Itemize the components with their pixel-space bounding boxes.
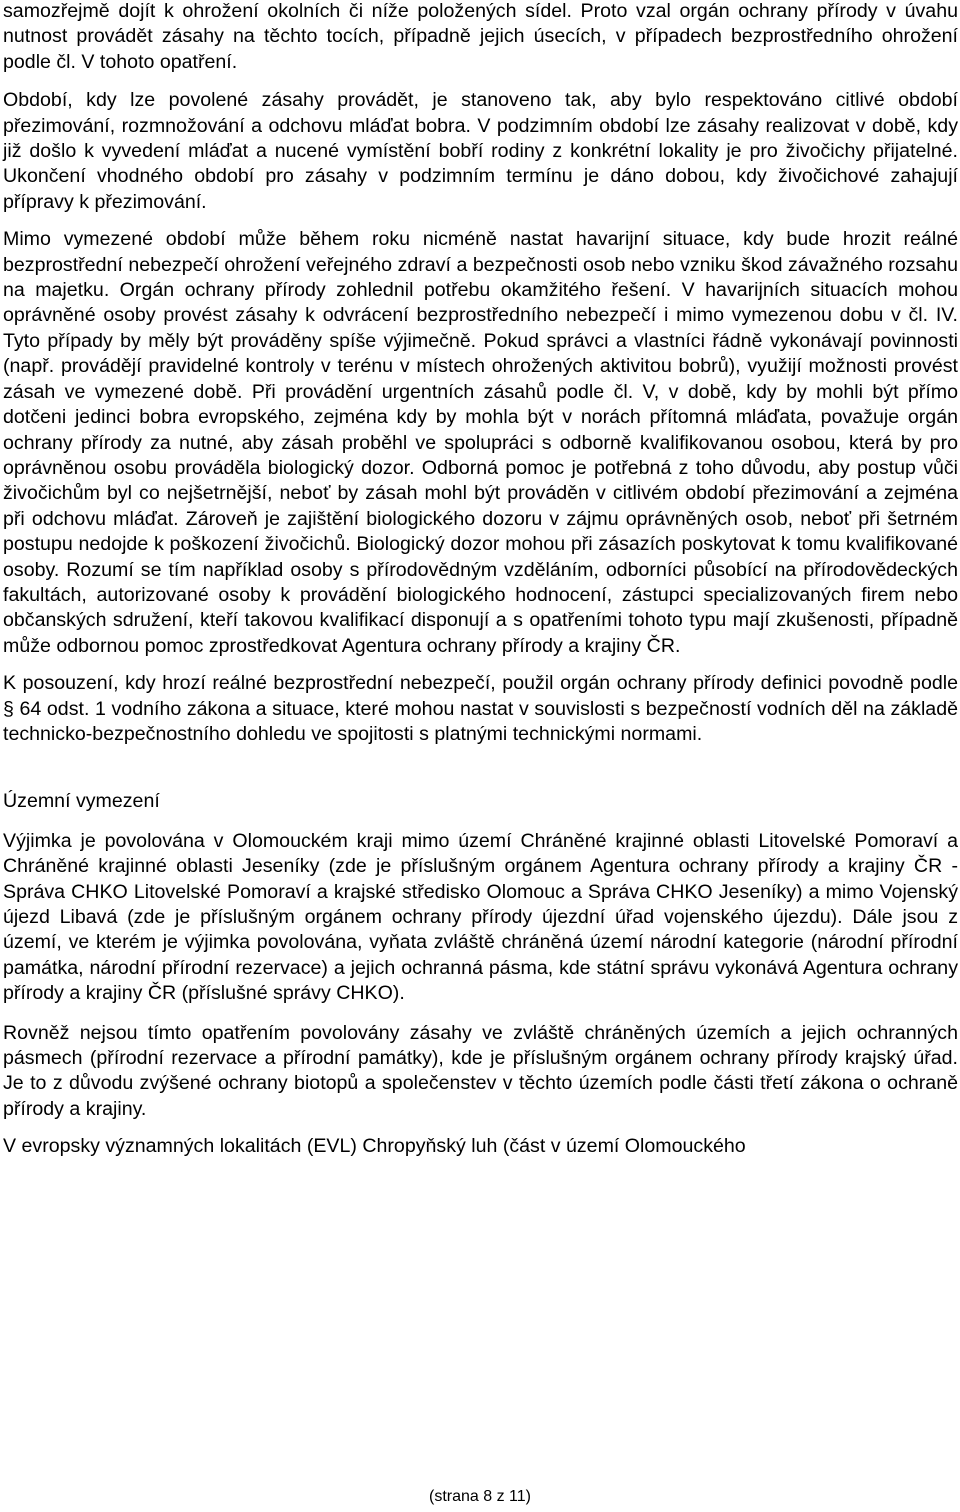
page-number-footer: (strana 8 z 11): [429, 1488, 531, 1505]
section-paragraph: Rovněž nejsou tímto opatřením povolovány zásahy ve zvláště chráněných územích a jejich ochranných pásmech (přírodní rezervace a přírodní památky), kde je příslušným orgánem ochrany přírody krajský úřad. Je to z důvodu zvýšené ochrany biotopů a společenstev v těchto územích podle části třetí zákona o ochraně přírody a krajiny.: [3, 1021, 958, 1120]
section-paragraph: Výjimka je povolována v Olomouckém kraji mimo území Chráněné krajinné oblasti Litovelské Pomoraví a Chráněné krajinné oblasti Jeseníky (zde je příslušným orgánem Agentura ochrany přírody a krajiny ČR - Správa CHKO Litovelské Pomoraví a krajské středisko Olomouc a Správa CHKO Jeseníky) a mimo Vojenský újezd Libavá (zde je příslušným orgánem ochrany přírody újezdní úřad vojenského újezdu). Dále jsou z území, ve kterém je výjimka povolována, vyňata zvláště chráněná území národní kategorie (národní přírodní památka, národní přírodní rezervace) a jejich ochranná pásma, kde státní správu vykonává Agentura ochrany přírody a krajiny ČR (příslušné správy CHKO).: [3, 829, 958, 1005]
section-paragraph: V evropsky významných lokalitách (EVL) Chropyňský luh (část v území Olomouckého: [3, 1135, 746, 1158]
body-paragraph: samozřejmě dojít k ohrožení okolních či níže položených sídel. Proto vzal orgán ochrany přírody v úvahu nutnost provádět zásahy na těchto tocích, případně jejich úsecích, v případech bezprostředního ohrožení podle čl. V tohoto opatření.: [3, 0, 958, 73]
body-paragraph: Mimo vymezené období může během roku nicméně nastat havarijní situace, kdy bude hrozit reálné bezprostřední nebezpečí ohrožení veřejného zdraví a bezpečnosti osob nebo vzniku škod závažného rozsahu na majetku. Orgán ochrany přírody zohlednil potřebu okamžitého řešení. V havarijních situacích mohou oprávněné osoby provést zásahy k odvrácení bezprostředního nebezpečí i mimo vymezenou dobu v čl. IV. Tyto případy by měly být prováděny spíše výjimečně. Pokud správci a vlastníci řádně vykonávají povinnosti (např. provádějí pravidelné kontroly v terénu v místech ohrožených aktivitou bobrů), využijí možnosti provést zásah ve vymezené době. Při provádění urgentních zásahů podle čl. V, v době, kdy by mohli být přímo dotčeni jedinci bobra evropského, zejména kdy by mohla být v norách přítomná mláďata, považuje orgán ochrany přírody za nutné, aby zásah proběhl ve spolupráci s odborně kvalifikovanou osobou, která by pro oprávněnou osobu prováděla biologický dozor. Odborná pomoc je potřebná z toho důvodu, aby postup vůči živočichům byl co nejšetrnější, neboť by zásah mohl být prováděn v citlivém období přezimování a zejména při odchovu mláďat. Zároveň je zajištění biologického dozoru v zájmu oprávněných osob, neboť při šetrném postupu nedojde k poškození živočichů. Biologický dozor mohou při zásazích poskytovat k tomu kvalifikované osoby. Rozumí se tím například osoby s přírodovědným vzděláním, odborníci působící na přírodovědeckých fakultách, autorizované osoby k provádění biologického hodnocení, zástupci specializovaných firem nebo občanských sdružení, kteří takovou kvalifikací disponují a s opatřeními tohoto typu mají zkušenosti, případně může odbornou pomoc zprostředkovat Agentura ochrany přírody a krajiny ČR.: [3, 228, 958, 657]
body-paragraph: Období, kdy lze povolené zásahy provádět, je stanoveno tak, aby bylo respektováno citlivé období přezimování, rozmnožování a odchovu mláďat bobra. V podzimním období lze zásahy realizovat v době, kdy již došlo k vyvedení mláďat a nucené vymístění bobří rodiny z konkrétní lokality je pro živočichy přijatelné. Ukončení vhodného období pro zásahy v podzimním termínu je dáno dobou, kdy živočichové zahajují přípravy k přezimování.: [3, 89, 958, 213]
section-heading: Územní vymezení: [3, 790, 160, 813]
document-page: [3, 0, 958, 1160]
body-paragraph: K posouzení, kdy hrozí reálné bezprostřední nebezpečí, použil orgán ochrany přírody definici povodně podle § 64 odst. 1 vodního zákona a situace, které mohou nastat v souvislosti s bezpečností vodních děl na základě technicko-bezpečnostního dohledu ve spojitosti s platnými technickými normami.: [3, 672, 958, 745]
